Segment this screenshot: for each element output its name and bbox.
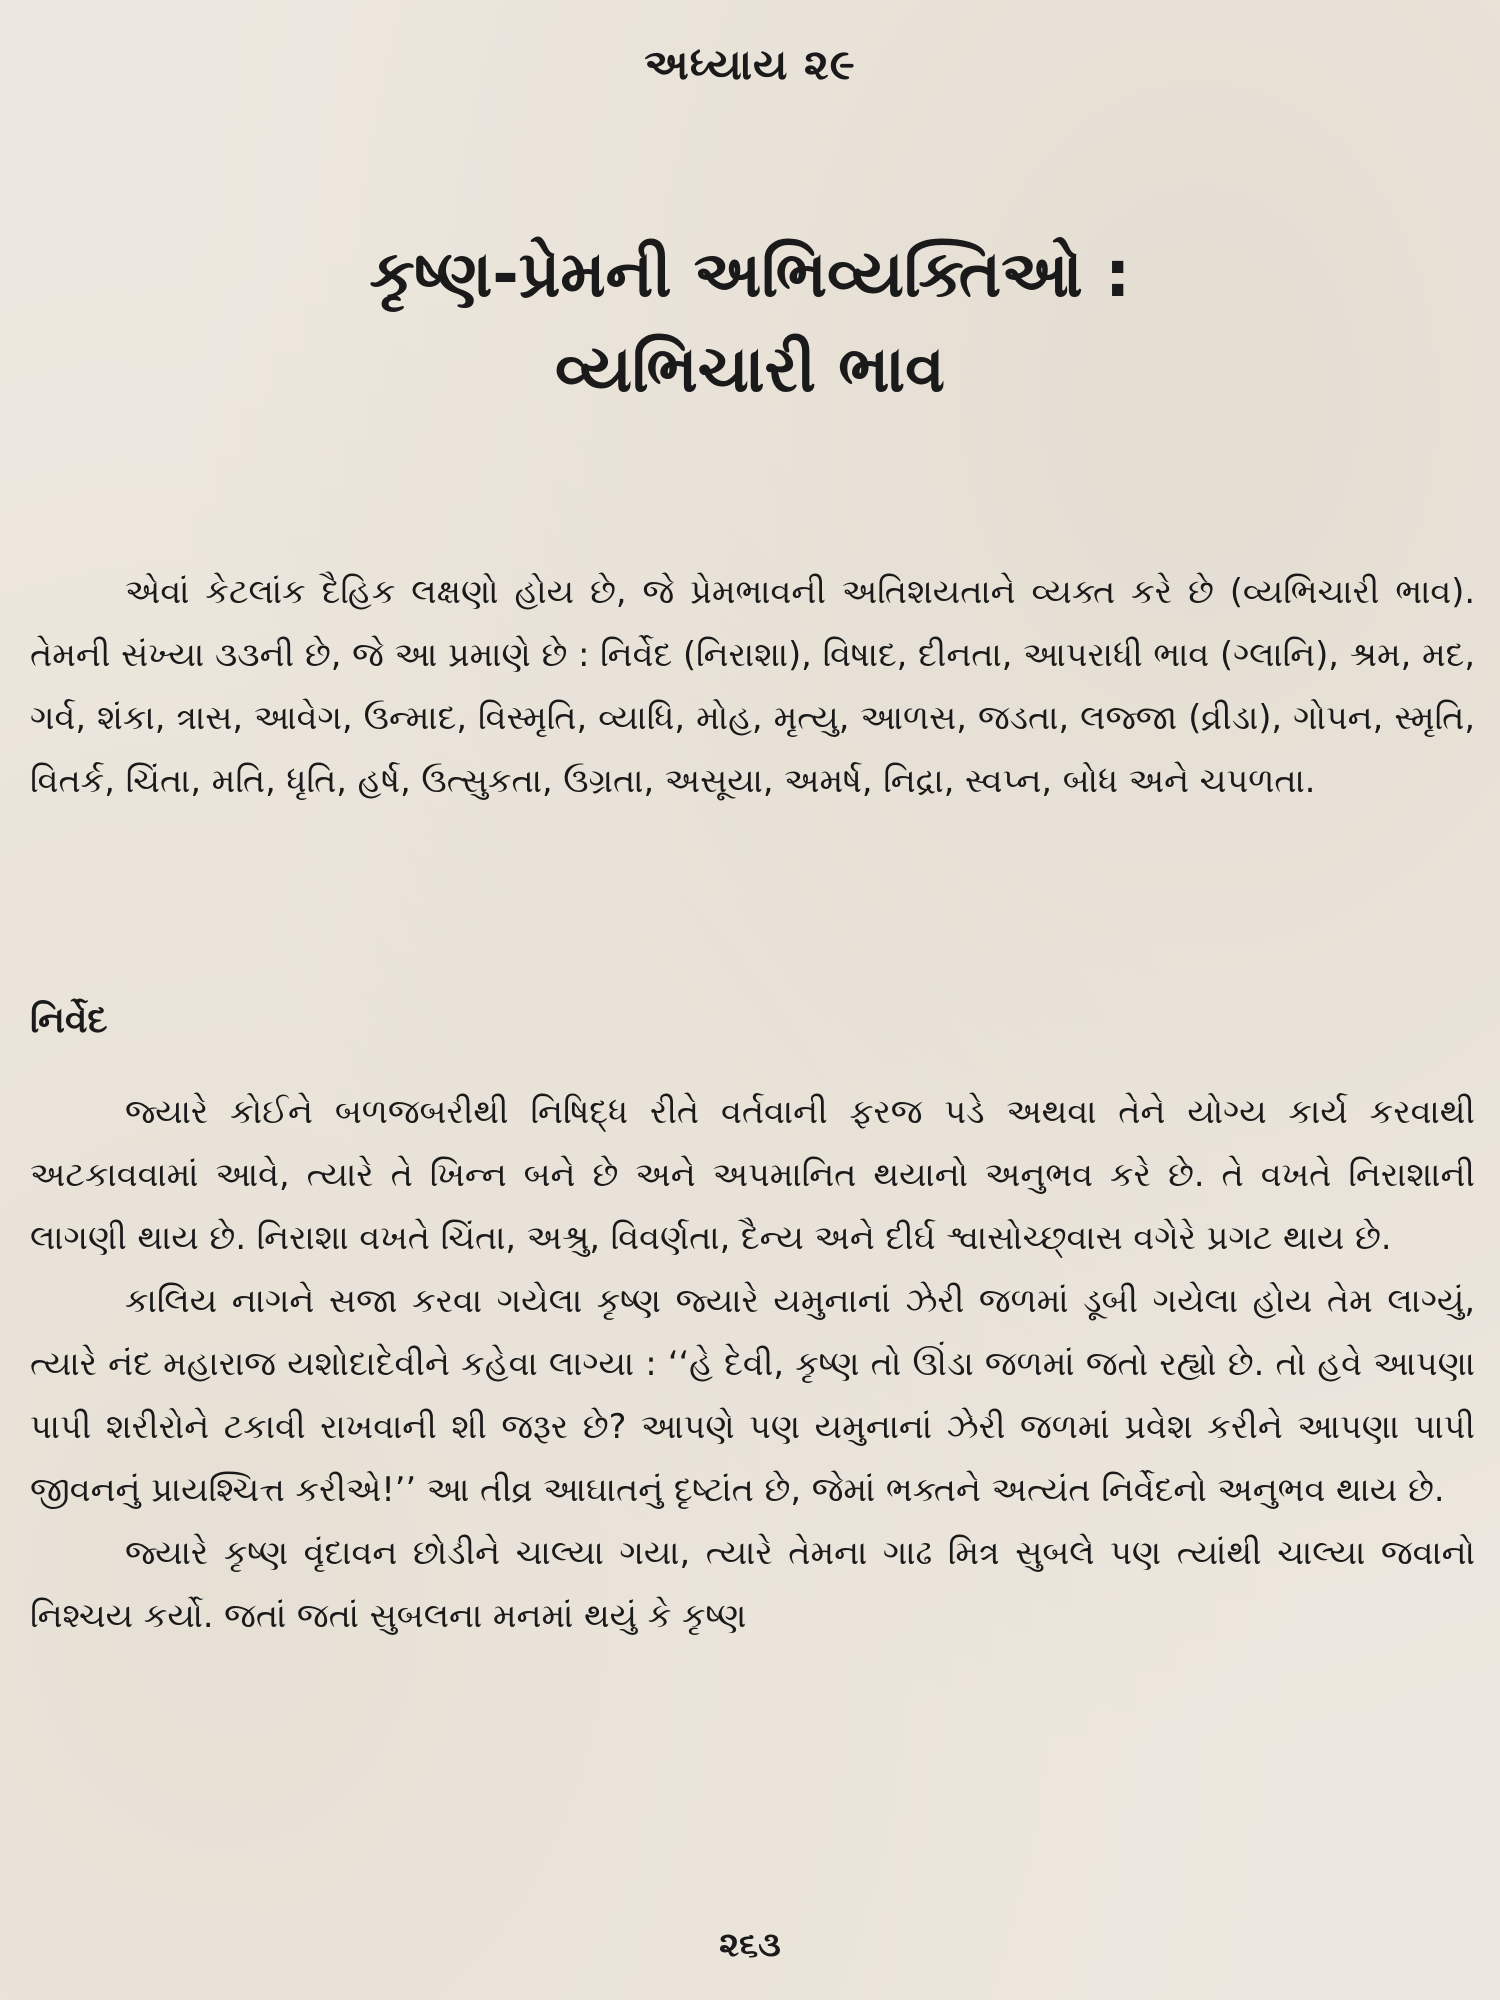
paragraph: જ્યારે કોઈને બળજબરીથી નિષિદ્ધ રીતે વર્તવાની ફરજ પડે અથવા તેને યોગ્ય કાર્ય કરવાથી અટકાવવામાં આવે, ત્યારે તે ખિન્ન બને છે અને અપમાનિત થયાનો અનુભવ કરે છે. તે વખતે નિરાશાની લાગણી થાય છે. નિરાશા વખતે ચિંતા, અશ્રુ, વિવર્ણતા, દૈન્ય અને દીર્ઘ શ્વાસોચ્છ્‌વાસ વગેરે પ્રગટ થાય છે.	[30, 1092, 1475, 1257]
paragraph: જ્યારે કૃષ્ણ વૃંદાવન છોડીને ચાલ્યા ગયા, ત્યારે તેમના ગાઢ મિત્ર સુબલે પણ ત્યાંથી ચાલ્યા જવાનો નિશ્ચય કર્યો. જતાં જતાં સુબલના મનમાં થયું કે કૃષ્ણ	[30, 1533, 1475, 1635]
section-heading: નિર્વેદ	[30, 1000, 108, 1041]
intro-paragraph-block	[30, 560, 1475, 812]
section-body	[30, 1080, 1475, 1647]
chapter-label: અધ્યાય ૨૯	[644, 40, 856, 89]
chapter-title-line-1: કૃષ્ણ-પ્રેમની અભિવ્યક્તિઓ :	[369, 238, 1131, 312]
chapter-title-line-2: વ્યભિચારી ભાવ	[555, 333, 945, 407]
page-number: ૨૬૩	[719, 1925, 781, 1965]
paragraph: કાલિય નાગને સજા કરવા ગયેલા કૃષ્ણ જ્યારે યમુનાનાં ઝેરી જળમાં ડૂબી ગયેલા હોય તેમ લાગ્યું, ત્યારે નંદ મહારાજ યશોદાદેવીને કહેવા લાગ્યા : ‘‘હે દેવી, કૃષ્ણ તો ઊંડા જળમાં જતો રહ્યો છે. તો હવે આપણા પાપી શરીરોને ટકાવી રાખવાની શી જરૂર છે? આપણે પણ યમુનાનાં ઝેરી જળમાં પ્રવેશ કરીને આપણા પાપી જીવનનું પ્રાયશ્ચિત્ત કરીએ!’’ આ તીવ્ર આઘાતનું દૃષ્ટાંત છે, જેમાં ભક્તને અત્યંત નિર્વેદનો અનુભવ થાય છે.	[30, 1281, 1475, 1509]
intro-paragraph: એવાં કેટલાંક દૈહિક લક્ષણો હોય છે, જે પ્રેમભાવની અતિશયતાને વ્યક્ત કરે છે (વ્યભિચારી ભાવ). તેમની સંખ્યા ૩૩ની છે, જે આ પ્રમાણે છે : નિર્વેદ (નિરાશા), વિષાદ, દીનતા, આપરાધી ભાવ (ગ્લાનિ), શ્રમ, મદ, ગર્વ, શંકા, ત્રાસ, આવેગ, ઉન્માદ, વિસ્મૃતિ, વ્યાધિ, મોહ, મૃત્યુ, આળસ, જડતા, લજ્જા (વ્રીડા), ગોપન, સ્મૃતિ, વિતર્ક, ચિંતા, મતિ, ધૃતિ, હર્ષ, ઉત્સુકતા, ઉગ્રતા, અસૂયા, અમર્ષ, નિદ્રા, સ્વપ્ન, બોધ અને ચપળતા.	[30, 572, 1475, 800]
